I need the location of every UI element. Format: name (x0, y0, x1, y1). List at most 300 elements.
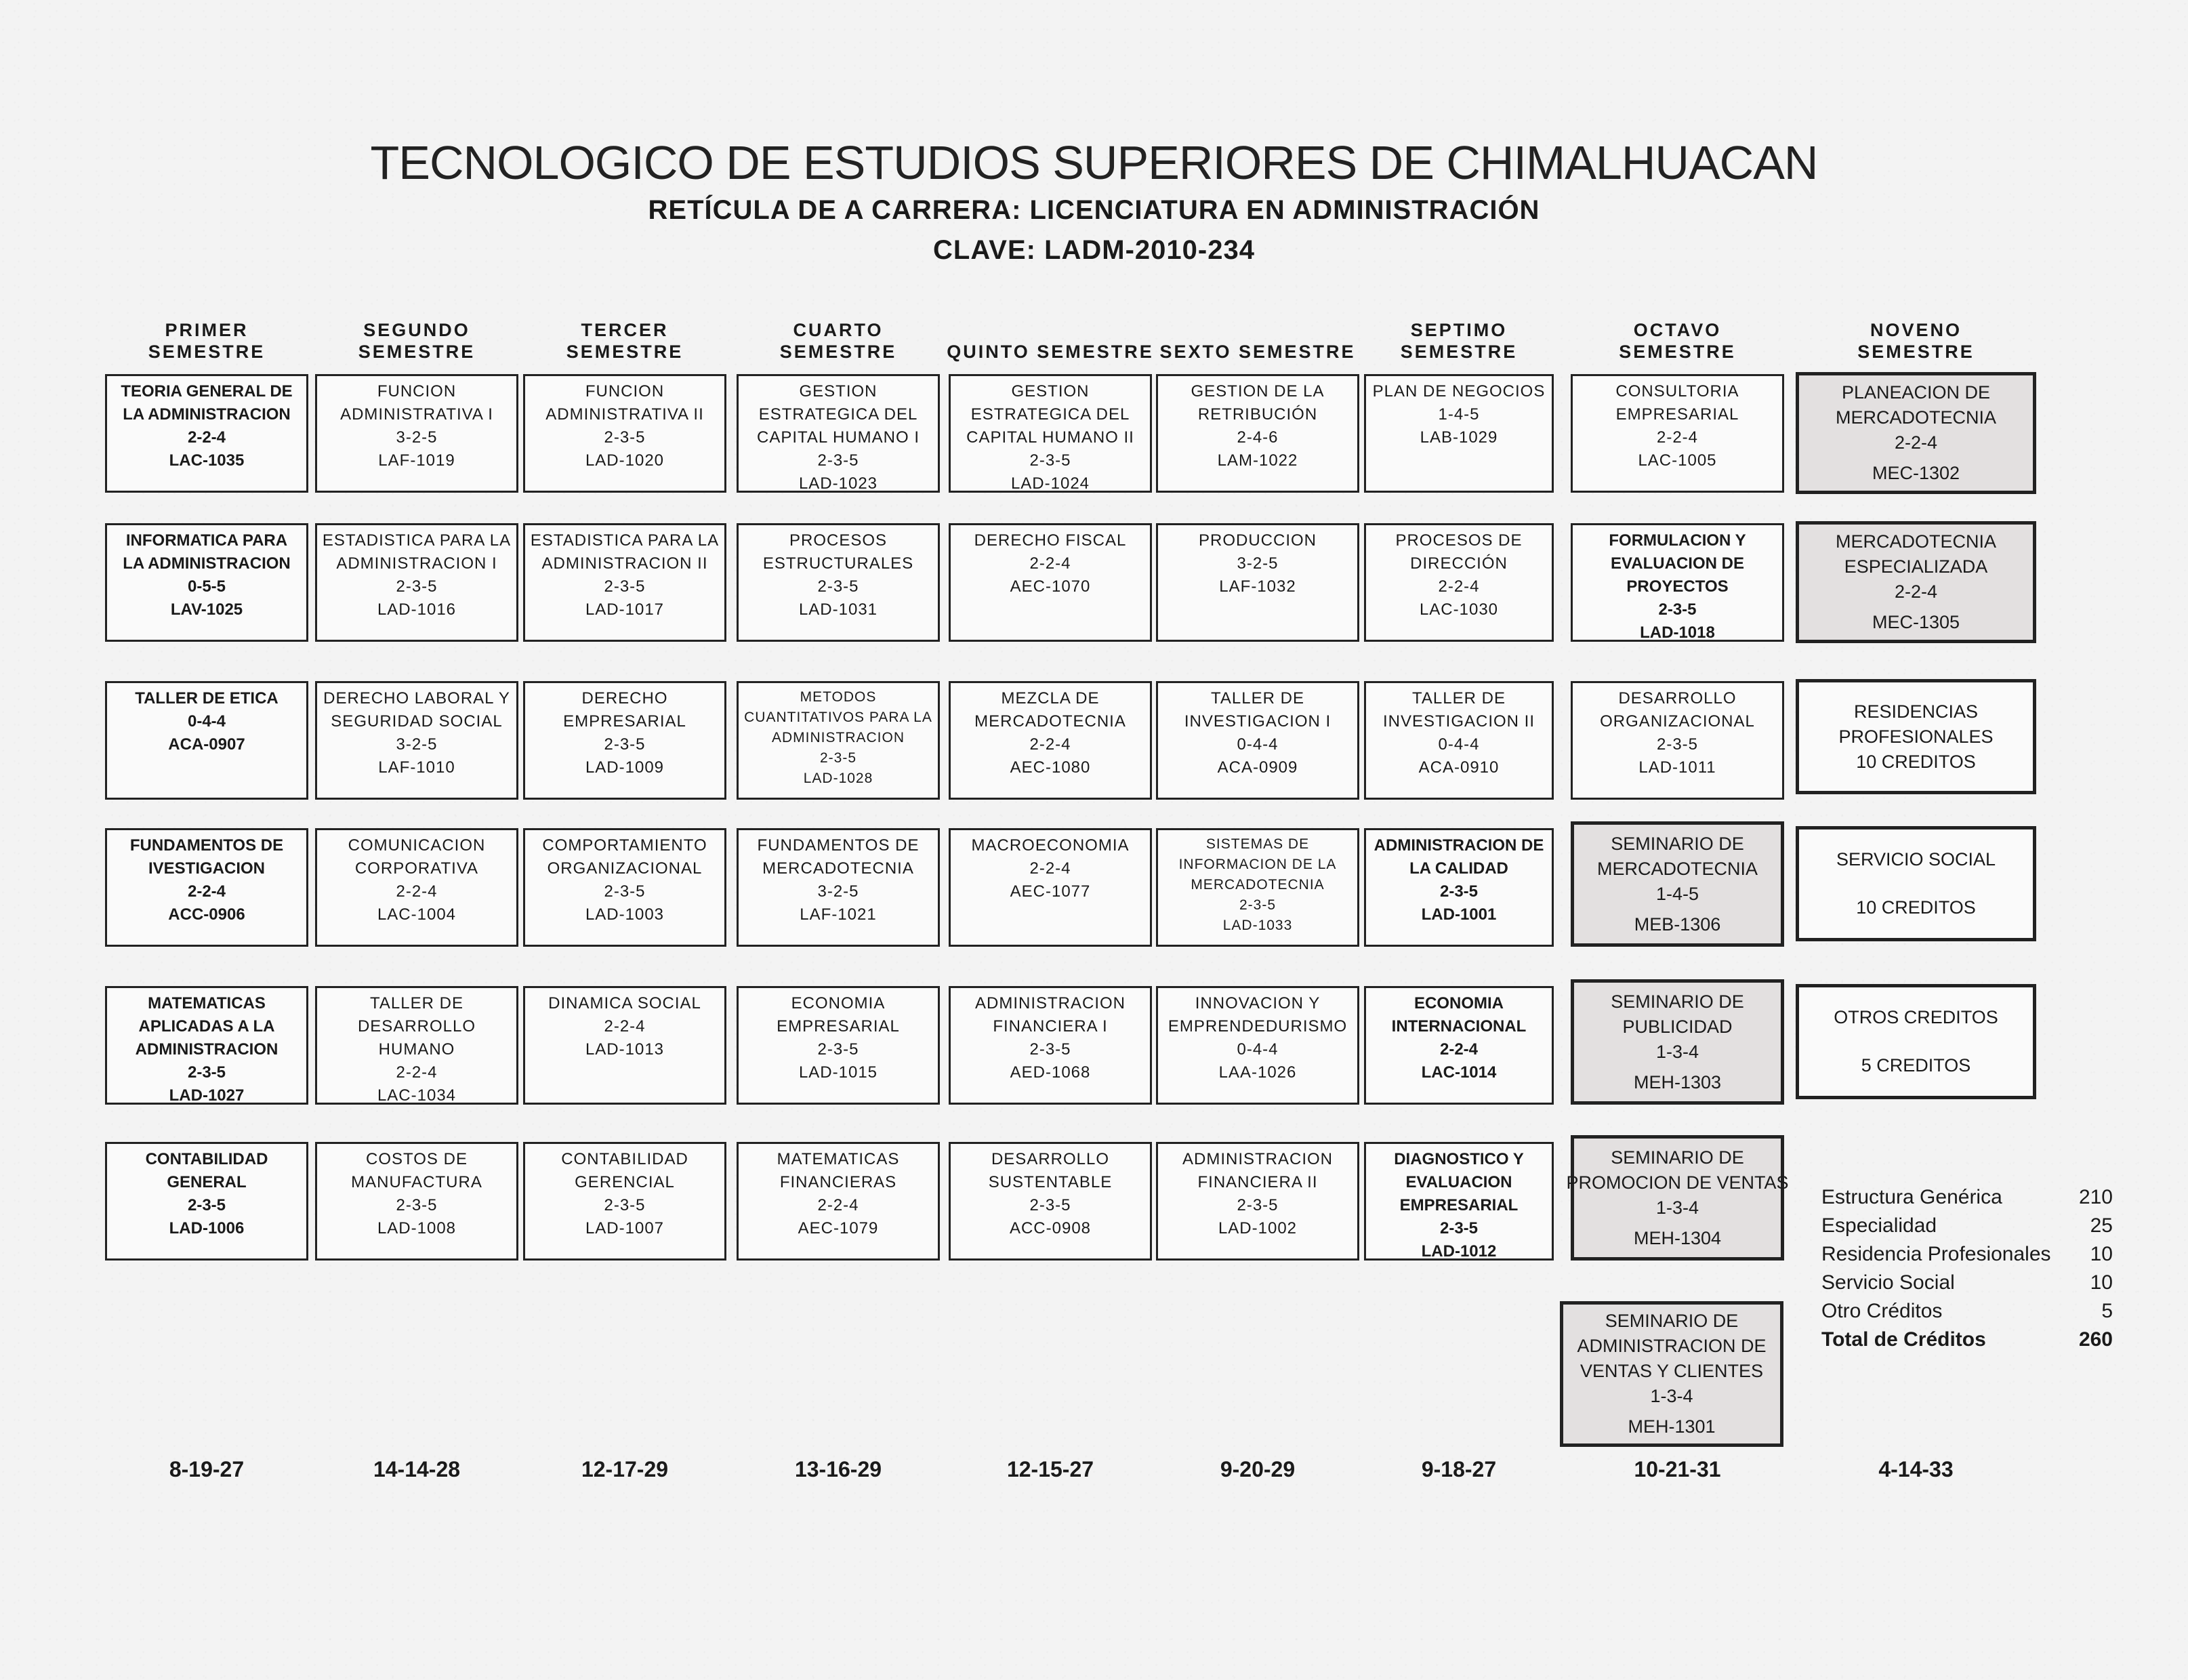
course-code: LAD-1023 (798, 474, 878, 493)
course-name-line: FINANCIERA I (993, 1017, 1108, 1036)
course-name-line: ESTADISTICA PARA LA (530, 531, 720, 550)
course-box (105, 828, 308, 947)
course-box (1560, 1301, 1783, 1447)
course-name-line: LA ADMINISTRACION (123, 405, 291, 424)
course-hours: 3-2-5 (817, 882, 859, 901)
course-name-line: PROCESOS (789, 531, 888, 550)
course-name-line: ESPECIALIZADA (1844, 556, 1988, 577)
course-name-line: MERCADOTECNIA (762, 859, 914, 878)
course-hours: 2-2-4 (187, 882, 226, 901)
course-code: ACC-0908 (1009, 1219, 1092, 1237)
course-name-line: INVESTIGACION I (1184, 712, 1332, 731)
course-hours: 2-3-5 (604, 1196, 646, 1214)
course-name-line: FUNCION (585, 382, 665, 401)
course-name-line: MERCADOTECNIA (1835, 407, 1996, 428)
program-key: CLAVE: LADM-2010-234 (933, 235, 1255, 265)
course-hours: 2-3-5 (396, 577, 438, 596)
course-name-line: TALLER DE (1211, 689, 1304, 708)
course-name-line: CORPORATIVA (354, 859, 479, 878)
course-code: LAD-1013 (585, 1040, 665, 1059)
course-box (105, 986, 308, 1105)
course-box (1156, 523, 1359, 642)
course-name-line: FUNCION (377, 382, 457, 401)
course-name-line: DERECHO (581, 689, 668, 708)
course-hours: 2-3-5 (1658, 600, 1697, 619)
course-hours: 0-4-4 (1237, 735, 1279, 754)
summary-row (1821, 1240, 2113, 1269)
course-name-line: LA ADMINISTRACION (123, 554, 291, 573)
semester-header-line: OCTAVO SEMESTRE (1619, 320, 1736, 362)
semester-header (945, 308, 1155, 363)
course-hours: 2-3-5 (1439, 882, 1479, 901)
summary-row (1821, 1183, 2113, 1212)
semester-header-line: SEMESTRE (566, 342, 684, 362)
course-code: AEC-1079 (798, 1219, 879, 1237)
course-name-line: PROMOCION DE VENTAS (1566, 1172, 1789, 1193)
semester-header (733, 308, 943, 363)
course-code: LAD-1033 (1222, 918, 1293, 933)
course-box (1156, 681, 1359, 800)
course-code: LAD-1008 (377, 1219, 457, 1237)
course-box (1156, 374, 1359, 493)
course-name-line: SEMINARIO DE (1611, 991, 1744, 1012)
course-hours: 2-3-5 (604, 735, 646, 754)
course-name-line: PROFESIONALES (1838, 726, 1994, 747)
course-hours: 2-2-4 (1029, 859, 1071, 878)
course-code: LAF-1010 (378, 758, 455, 777)
course-hours: 2-2-4 (1656, 428, 1699, 447)
semester-total: 4-14-33 (1878, 1457, 1954, 1481)
course-code: LAF-1021 (800, 905, 877, 924)
course-name-line: PLAN DE NEGOCIOS (1372, 382, 1546, 401)
course-box (523, 1142, 726, 1261)
course-box (737, 681, 940, 800)
course-name-line: SEMINARIO DE (1611, 1147, 1744, 1168)
course-name-line: HUMANO (378, 1040, 455, 1059)
course-name-line: ADMINISTRACION II (541, 554, 708, 573)
semester-header-text (1573, 319, 1783, 363)
course-name-line: COMPORTAMIENTO (542, 836, 707, 855)
course-code: LAD-1031 (798, 600, 878, 619)
course-name-line: COMUNICACION (348, 836, 486, 855)
course-box (105, 523, 308, 642)
course-code: LAD-1018 (1640, 623, 1715, 642)
course-box (523, 374, 726, 493)
course-hours: 2-3-5 (1439, 1219, 1479, 1237)
course-name-line: DIAGNOSTICO Y (1394, 1150, 1524, 1168)
course-name-line: MATEMATICAS (148, 994, 266, 1012)
course-name-line: INNOVACION Y (1195, 994, 1321, 1012)
semester-header (520, 308, 730, 363)
summary-value: 10 (2090, 1271, 2113, 1294)
course-box (1571, 523, 1784, 642)
course-name-line: GERENCIAL (575, 1173, 675, 1191)
course-name-line: CUANTITATIVOS PARA LA (744, 710, 932, 725)
course-code: LAM-1022 (1217, 451, 1298, 470)
course-box (1156, 986, 1359, 1105)
course-hours: 2-3-5 (604, 882, 646, 901)
course-code: LAF-1019 (378, 451, 455, 470)
course-code: LAA-1026 (1218, 1063, 1297, 1082)
course-name-line: EMPRESARIAL (563, 712, 686, 731)
course-box (1364, 374, 1554, 493)
course-box (105, 681, 308, 800)
course-hours: 2-3-5 (187, 1063, 226, 1082)
course-code: LAD-1011 (1638, 758, 1716, 777)
course-box (949, 681, 1152, 800)
course-code: ACA-0907 (168, 735, 245, 754)
course-box (1364, 986, 1554, 1105)
course-box (315, 828, 518, 947)
course-code: LAF-1032 (1219, 577, 1296, 596)
course-hours: 2-2-4 (187, 428, 226, 447)
course-box (949, 523, 1152, 642)
course-name-line: EVALUACION (1405, 1173, 1512, 1191)
course-code: LAD-1024 (1010, 474, 1090, 493)
course-hours: 2-3-5 (817, 577, 859, 596)
summary-row (1821, 1297, 2113, 1326)
course-name-line: ADMINISTRATIVA II (545, 405, 704, 424)
course-name-line: ESTRATEGICA DEL (758, 405, 918, 424)
course-code: LAD-1028 (803, 771, 873, 786)
course-hours: 2-3-5 (1239, 897, 1277, 913)
course-box (1571, 374, 1784, 493)
semester-header-line: SEGUNDO (363, 320, 470, 340)
course-name-line: ADMINISTRACION DE (1577, 1336, 1767, 1356)
course-code: LAD-1015 (798, 1063, 878, 1082)
semester-header-line: SEPTIMO (1410, 320, 1508, 340)
course-name-line: COSTOS DE (366, 1150, 468, 1168)
course-box (523, 986, 726, 1105)
course-code: LAD-1027 (169, 1086, 245, 1105)
summary-label: Otro Créditos (1821, 1300, 1943, 1322)
course-box (949, 374, 1152, 493)
course-hours: 2-2-4 (604, 1017, 646, 1036)
course-hours: 2-3-5 (604, 428, 646, 447)
course-name-line: TEORIA GENERAL DE (121, 382, 293, 401)
course-box (1571, 681, 1784, 800)
course-name-line: 5 CREDITOS (1861, 1055, 1971, 1075)
summary-row (1821, 1212, 2113, 1240)
course-name-line: INVESTIGACION II (1382, 712, 1535, 731)
course-hours: 2-2-4 (817, 1196, 859, 1214)
course-hours: 3-2-5 (396, 428, 438, 447)
course-box (1156, 828, 1359, 947)
summary-value: 260 (2078, 1328, 2113, 1351)
course-code: LAV-1025 (170, 600, 243, 619)
course-box (315, 523, 518, 642)
course-box (1364, 828, 1554, 947)
course-code: MEH-1301 (1628, 1416, 1716, 1437)
course-name-line: ESTRUCTURALES (762, 554, 914, 573)
course-hours: 2-2-4 (1894, 581, 1938, 602)
semester-header-text (947, 341, 1154, 363)
course-name-line: DINAMICA SOCIAL (548, 994, 701, 1012)
course-name-line: PUBLICIDAD (1622, 1016, 1733, 1037)
summary-value: 5 (2101, 1300, 2113, 1322)
summary-total-row (1821, 1326, 2113, 1354)
course-box (737, 374, 940, 493)
course-hours: 0-4-4 (1438, 735, 1480, 754)
course-hours: 2-3-5 (817, 451, 859, 470)
semester-header-line: SEMESTRE (148, 342, 266, 362)
course-hours: 2-3-5 (1029, 1196, 1071, 1214)
course-box (1796, 984, 2036, 1099)
course-box (1571, 979, 1784, 1105)
course-name-line: GESTION (799, 382, 878, 401)
course-name-line: GESTION DE LA (1191, 382, 1325, 401)
summary-label: Estructura Genérica (1821, 1186, 2002, 1208)
semester-header-line: QUINTO SEMESTRE (947, 342, 1154, 362)
course-name-line: INFORMACION DE LA (1178, 857, 1337, 872)
course-code: LAD-1016 (377, 600, 457, 619)
course-name-line: PRODUCCION (1198, 531, 1317, 550)
course-code: LAC-1034 (377, 1086, 457, 1105)
course-name-line: SISTEMAS DE (1205, 836, 1310, 852)
summary-label: Total de Créditos (1821, 1328, 1986, 1351)
course-box (1364, 1142, 1554, 1261)
course-box (1796, 826, 2036, 941)
course-box (315, 681, 518, 800)
course-name-line: 10 CREDITOS (1856, 751, 1976, 772)
course-name-line: OTROS CREDITOS (1834, 1007, 1998, 1027)
semester-header-text (780, 319, 897, 363)
course-name-line: FUNDAMENTOS DE (129, 836, 284, 855)
course-name-line: PROYECTOS (1626, 577, 1729, 596)
semester-header-line: TERCER (581, 320, 669, 340)
course-name-line: IVESTIGACION (148, 859, 266, 878)
course-box (1796, 521, 2036, 643)
semester-header (102, 308, 312, 363)
course-name-line: FINANCIERA II (1197, 1173, 1318, 1191)
course-code: ACC-0906 (168, 905, 245, 924)
semester-header-text (1811, 319, 2021, 363)
course-hours: 1-3-4 (1655, 1041, 1699, 1062)
course-name-line: EMPRESARIAL (1399, 1196, 1519, 1214)
course-name-line: MERCADOTECNIA (974, 712, 1126, 731)
course-code: LAC-1035 (169, 451, 245, 470)
semester-total: 9-18-27 (1421, 1457, 1497, 1481)
course-name-line: FINANCIERAS (779, 1173, 897, 1191)
course-hours: 1-3-4 (1650, 1386, 1693, 1406)
course-name-line: EMPRENDEDURISMO (1168, 1017, 1348, 1036)
semester-header-text (148, 319, 266, 363)
semester-header-line: CUARTO (793, 320, 884, 340)
course-box (1364, 681, 1554, 800)
course-hours: 2-3-5 (1029, 1040, 1071, 1059)
course-box (105, 1142, 308, 1261)
course-hours: 1-4-5 (1655, 883, 1699, 904)
semester-total: 13-16-29 (794, 1457, 882, 1481)
course-hours: 2-2-4 (1438, 577, 1480, 596)
course-hours: 1-3-4 (1655, 1197, 1699, 1218)
course-code: LAD-1020 (585, 451, 665, 470)
course-name-line: ADMINISTRACION (1182, 1150, 1333, 1168)
course-hours: 3-2-5 (1237, 554, 1279, 573)
course-box (737, 523, 940, 642)
course-name-line: DESARROLLO (357, 1017, 476, 1036)
course-name-line: VENTAS Y CLIENTES (1580, 1361, 1764, 1381)
summary-row (1821, 1269, 2113, 1297)
course-name-line: TALLER DE (370, 994, 463, 1012)
course-hours: 1-4-5 (1438, 405, 1480, 424)
course-name-line: 10 CREDITOS (1856, 897, 1976, 918)
course-box (1566, 1135, 1789, 1261)
course-name-line: CONTABILIDAD (561, 1150, 688, 1168)
summary-value: 25 (2090, 1214, 2113, 1237)
course-name-line: ADMINISTRACION (135, 1040, 278, 1059)
course-hours: 0-4-4 (1237, 1040, 1279, 1059)
course-hours: 0-5-5 (187, 577, 226, 596)
semester-total: 10-21-31 (1634, 1457, 1721, 1481)
summary-label: Residencia Profesionales (1821, 1243, 2051, 1265)
course-code: LAD-1003 (585, 905, 665, 924)
program-subtitle: RETÍCULA DE A CARRERA: LICENCIATURA EN ADMINISTRACIÓN (648, 195, 1540, 225)
course-name-line: PLANEACION DE (1841, 382, 1991, 403)
course-name-line: GENERAL (167, 1173, 247, 1191)
course-name-line: METODOS (800, 689, 877, 705)
course-name-line: ECONOMIA (791, 994, 886, 1012)
course-box (523, 523, 726, 642)
course-code: LAC-1004 (377, 905, 457, 924)
course-hours: 2-2-4 (396, 882, 438, 901)
course-box (949, 986, 1152, 1105)
semester-header (1354, 308, 1564, 363)
semester-header-text (1401, 319, 1518, 363)
course-name-line: MATEMATICAS (777, 1150, 900, 1168)
semester-header-line: NOVENO SEMESTRE (1857, 320, 1975, 362)
course-name-line: DESARROLLO (991, 1150, 1110, 1168)
course-name-line: ADMINISTRACION DE (1374, 836, 1544, 855)
course-name-line: MEZCLA DE (1001, 689, 1100, 708)
course-name-line: INFORMATICA PARA (125, 531, 288, 550)
course-name-line: LA CALIDAD (1409, 859, 1508, 878)
course-name-line: MANUFACTURA (351, 1173, 482, 1191)
course-name-line: EVALUACION DE (1611, 554, 1744, 573)
course-box (105, 374, 308, 493)
semester-header-text (358, 319, 476, 363)
course-hours: 2-3-5 (1029, 451, 1071, 470)
institution-title: TECNOLOGICO DE ESTUDIOS SUPERIORES DE CHIMALHUACAN (370, 136, 1818, 189)
course-name-line: MERCADOTECNIA (1835, 531, 1996, 552)
course-box (1571, 821, 1784, 947)
course-name-line: CONSULTORIA (1615, 382, 1739, 401)
summary-label: Servicio Social (1821, 1271, 1955, 1294)
course-hours: 2-2-4 (1894, 432, 1938, 453)
course-code: ACA-0910 (1418, 758, 1500, 777)
course-box (949, 1142, 1152, 1261)
course-name-line: CAPITAL HUMANO II (966, 428, 1134, 447)
semester-header-line: SEMESTRE (779, 342, 897, 362)
course-box (737, 986, 940, 1105)
course-box (1796, 372, 2036, 494)
course-hours: 2-2-4 (1029, 554, 1071, 573)
course-name-line: EMPRESARIAL (1615, 405, 1739, 424)
semester-total: 8-19-27 (169, 1457, 245, 1481)
course-code: LAD-1002 (1218, 1219, 1298, 1237)
summary-value: 10 (2090, 1243, 2113, 1265)
course-name-line: ESTADISTICA PARA LA (322, 531, 512, 550)
course-code: LAD-1012 (1421, 1242, 1497, 1261)
course-hours: 3-2-5 (396, 735, 438, 754)
course-name-line: RESIDENCIAS (1853, 701, 1979, 722)
course-name-line: ORGANIZACIONAL (547, 859, 703, 878)
semester-total: 14-14-28 (373, 1457, 461, 1481)
course-name-line: ECONOMIA (1414, 994, 1504, 1012)
course-box (1796, 679, 2036, 794)
semester-header-line: SEXTO SEMESTRE (1159, 342, 1356, 362)
semester-total: 12-15-27 (1006, 1457, 1094, 1481)
course-hours: 2-3-5 (819, 750, 857, 766)
course-box (523, 681, 726, 800)
course-code: AEC-1080 (1010, 758, 1091, 777)
summary-value: 210 (2078, 1186, 2113, 1208)
course-name-line: CAPITAL HUMANO I (756, 428, 920, 447)
course-name-line: CONTABILIDAD (145, 1150, 268, 1168)
course-name-line: DESARROLLO (1618, 689, 1737, 708)
course-name-line: FUNDAMENTOS DE (757, 836, 920, 855)
course-code: AEC-1077 (1010, 882, 1091, 901)
course-box (737, 828, 940, 947)
course-code: LAD-1009 (585, 758, 665, 777)
course-code: MEH-1303 (1633, 1071, 1722, 1092)
semester-header (1811, 308, 2021, 363)
course-name-line: MERCADOTECNIA (1191, 877, 1325, 893)
course-box (315, 1142, 518, 1261)
course-hours: 2-3-5 (817, 1040, 859, 1059)
course-name-line: ADMINISTRACION (771, 730, 905, 745)
course-name-line: SEMINARIO DE (1605, 1311, 1739, 1331)
course-name-line: SEMINARIO DE (1611, 833, 1744, 854)
course-code: LAC-1030 (1419, 600, 1499, 619)
course-code: MEC-1302 (1872, 463, 1960, 483)
course-name-line: TALLER DE ETICA (135, 689, 278, 708)
course-name-line: EMPRESARIAL (777, 1017, 900, 1036)
course-name-line: FORMULACION Y (1609, 531, 1746, 550)
semester-header-line: PRIMER (165, 320, 249, 340)
semester-header (1573, 308, 1783, 363)
course-box (315, 986, 518, 1105)
summary-label: Especialidad (1821, 1214, 1937, 1237)
course-hours: 2-3-5 (396, 1196, 438, 1214)
course-box (523, 828, 726, 947)
course-code: LAC-1005 (1638, 451, 1717, 470)
semester-total: 9-20-29 (1220, 1457, 1296, 1481)
course-hours: 2-4-6 (1237, 428, 1279, 447)
course-box (315, 374, 518, 493)
course-hours: 2-3-5 (187, 1196, 226, 1214)
course-name-line: DIRECCIÓN (1410, 554, 1508, 573)
semester-header (1153, 308, 1363, 363)
course-name-line: SEGURIDAD SOCIAL (331, 712, 503, 731)
course-code: LAD-1007 (585, 1219, 665, 1237)
course-code: AEC-1070 (1010, 577, 1091, 596)
course-hours: 0-4-4 (187, 712, 226, 731)
course-code: MEH-1304 (1633, 1227, 1722, 1248)
course-name-line: ESTRATEGICA DEL (970, 405, 1130, 424)
course-code: LAD-1001 (1421, 905, 1497, 924)
course-code: ACA-0909 (1217, 758, 1298, 777)
semester-header-line: SEMESTRE (1400, 342, 1518, 362)
course-name-line: APLICADAS A LA (138, 1017, 275, 1036)
course-name-line: TALLER DE (1412, 689, 1506, 708)
course-name-line: ORGANIZACIONAL (1600, 712, 1755, 731)
semester-header-line: SEMESTRE (358, 342, 476, 362)
course-name-line: ADMINISTRACION (974, 994, 1126, 1012)
course-box (949, 828, 1152, 947)
course-code: LAC-1014 (1421, 1063, 1497, 1082)
course-box (1156, 1142, 1359, 1261)
